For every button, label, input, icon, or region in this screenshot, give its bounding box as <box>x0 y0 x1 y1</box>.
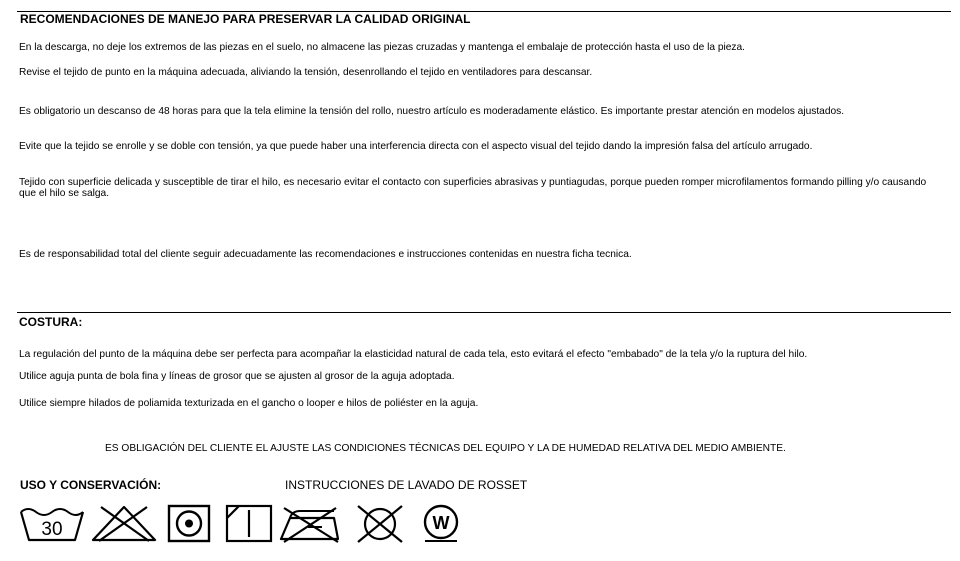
line-dry-icon <box>225 503 273 543</box>
care-title: USO Y CONSERVACIÓN: <box>20 478 162 492</box>
tumble-dry-low-icon <box>167 503 211 543</box>
do-not-dry-clean-icon <box>352 503 408 543</box>
wash-30-icon <box>20 503 84 543</box>
handling-paragraph: En la descarga, no deje los extremos de las piezas en el suelo, no almacene las piezas cruzadas y mantenga el embalaje de protección hasta el uso de la pieza. <box>19 42 746 53</box>
client-obligation-notice: ES OBLIGACIÓN DEL CLIENTE EL AJUSTE LAS CONDICIONES TÉCNICAS DEL EQUIPO Y LA DE HUMEDAD RELATIVA DEL MEDIO AMBIENTE. <box>105 443 786 454</box>
sewing-paragraph: Utilice siempre hilados de poliamida texturizada en el gancho o looper e hilos de poliéster en la aguja. <box>19 398 479 409</box>
handling-paragraph: Evite que la tejido se enrolle y se doble con tensión, ya que puede haber una interferencia directa con el aspecto visual del tejido dando la impresión falsa del artículo arrugado. <box>19 141 813 152</box>
wet-clean-label: W <box>432 513 450 533</box>
do-not-iron-icon <box>278 503 342 543</box>
wash-temperature-label: 30 <box>41 519 63 540</box>
handling-paragraph: Es obligatorio un descanso de 48 horas para que la tela elimine la tensión del rollo, nuestro artículo es moderadamente elástico. Es importante prestar atención en modelos ajustados. <box>19 106 845 117</box>
sewing-paragraph: La regulación del punto de la máquina debe ser perfecta para acompañar la elasticidad natural de cada tela, esto evitará el efecto "embabado" de la tela y/o la ruptura del hilo. <box>19 349 808 360</box>
care-subtitle: INSTRUCCIONES DE LAVADO DE ROSSET <box>285 478 528 492</box>
handling-paragraph: Tejido con superficie delicada y susceptible de tirar el hilo, es necesario evitar el contacto con superficies abrasivas y puntiagudas, porque pueden romper microfilamentos formando pilling y/o causando que el hilo se salga. <box>19 177 927 199</box>
do-not-bleach-icon <box>91 503 157 543</box>
sewing-title: COSTURA: <box>19 315 83 329</box>
sewing-paragraph: Utilice aguja punta de bola fina y líneas de grosor que se ajusten al grosor de la aguja adoptada. <box>19 371 455 382</box>
handling-paragraph: Revise el tejido de punto en la máquina adecuada, aliviando la tensión, desenrollando el tejido en ventiladores para descansar. <box>19 67 593 78</box>
professional-wet-clean-icon <box>420 503 462 543</box>
handling-paragraph: Es de responsabilidad total del cliente seguir adecuadamente las recomendaciones e instrucciones contenidas en nuestra ficha tecnica. <box>19 249 632 260</box>
sewing-rule <box>17 312 951 313</box>
handling-title: RECOMENDACIONES DE MANEJO PARA PRESERVAR LA CALIDAD ORIGINAL <box>20 12 471 26</box>
